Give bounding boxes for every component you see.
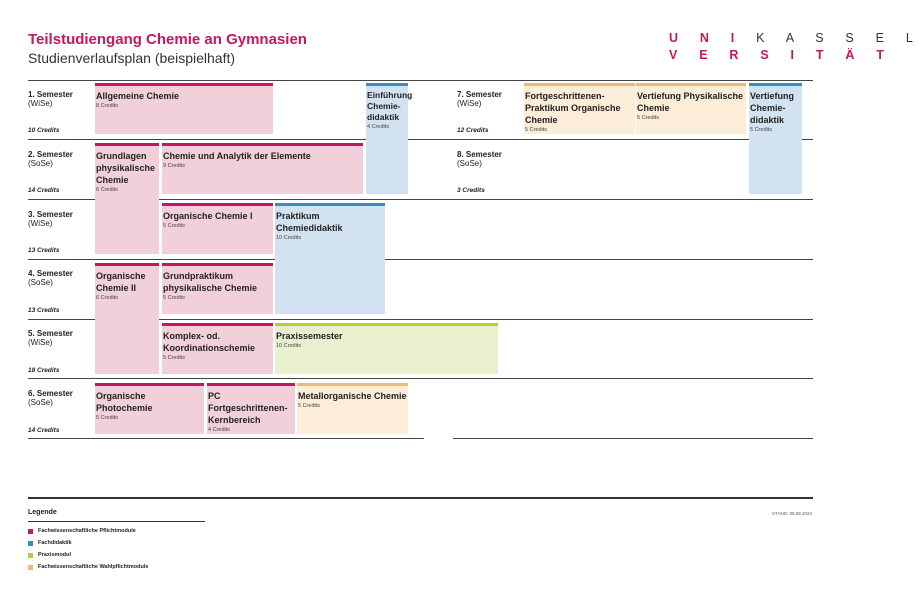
module-title: Komplex- od. Koordinationschemie bbox=[163, 331, 256, 353]
module-title: Vertiefung Physikalische Chemie bbox=[637, 91, 744, 113]
module-organische-photochemie bbox=[95, 383, 204, 434]
module-pc-fortgeschrittenen-kernbereich bbox=[207, 383, 295, 434]
legend-label: Fachwissenschaftliche Pflichtmodule bbox=[38, 528, 136, 534]
logo-uni: U N I bbox=[669, 31, 744, 45]
legend-item-didaktik bbox=[28, 539, 72, 547]
module-title: Grundlagen physikalische Chemie bbox=[96, 151, 156, 185]
grid-line bbox=[453, 438, 813, 439]
module-fortgeschrittenen-praktikum-oc bbox=[524, 83, 635, 134]
module-title: Praxissemester bbox=[276, 331, 343, 341]
module-credits: 5 Credits bbox=[96, 415, 119, 421]
module-credits: 6 Credits bbox=[96, 187, 119, 193]
legend-label: Praxismodul bbox=[38, 552, 72, 558]
page-subtitle: Studienverlaufsplan (beispielhaft) bbox=[28, 50, 236, 66]
semester-name: 5. Semester bbox=[28, 329, 73, 338]
semester-name: 7. Semester bbox=[457, 90, 502, 99]
semester-credits: 14 Credits bbox=[28, 187, 60, 194]
module-title: Einführung Chemie-didaktik bbox=[367, 90, 413, 122]
module-title: PC Fortgeschrittenen-Kernbereich bbox=[208, 391, 288, 425]
module-credits: 4 Credits bbox=[208, 427, 231, 433]
module-credits: 5 Credits bbox=[637, 115, 660, 121]
module-title: Metallorganische Chemie bbox=[298, 391, 407, 401]
document-date: STAND: 08.08.2024 bbox=[772, 511, 812, 516]
module-credits: 9 Credits bbox=[163, 163, 186, 169]
module-title: Vertiefung Chemie-didaktik bbox=[750, 91, 795, 125]
semester-name: 3. Semester bbox=[28, 210, 73, 219]
semester-name: 2. Semester bbox=[28, 150, 73, 159]
module-komplex-koordinationschemie bbox=[162, 323, 273, 374]
semester-name: 1. Semester bbox=[28, 90, 73, 99]
semester-type: (WiSe) bbox=[457, 99, 482, 108]
module-credits: 5 Credits bbox=[298, 403, 321, 409]
legend-swatch bbox=[28, 553, 33, 558]
legend-swatch bbox=[28, 565, 33, 570]
legend-swatch bbox=[28, 529, 33, 534]
semester-name: 4. Semester bbox=[28, 269, 73, 278]
grid-line bbox=[28, 139, 813, 140]
module-credits: 5 Credits bbox=[163, 355, 186, 361]
module-credits: 5 Credits bbox=[163, 223, 186, 229]
module-credits: 10 Credits bbox=[276, 343, 302, 349]
module-title: Organische Photochemie bbox=[96, 391, 153, 413]
module-grundlagen-physikalische-chemie bbox=[95, 143, 159, 254]
legend-label: Fachdidaktik bbox=[38, 540, 72, 546]
logo-kassel: K A S S E L bbox=[756, 31, 922, 45]
legend-item-wahl bbox=[28, 563, 148, 571]
module-credits: 5 Credits bbox=[750, 127, 773, 133]
page-title: Teilstudiengang Chemie an Gymnasien bbox=[28, 31, 307, 48]
legend-title: Legende bbox=[28, 509, 57, 516]
module-allgemeine-chemie bbox=[95, 83, 273, 134]
semester-credits: 12 Credits bbox=[457, 127, 489, 134]
module-einfuehrung-chemiedidaktik bbox=[366, 83, 413, 194]
module-credits: 6 Credits bbox=[96, 295, 119, 301]
module-title: Grundpraktikum physikalische Chemie bbox=[163, 271, 258, 293]
legend-divider bbox=[28, 521, 205, 522]
semester-name: 8. Semester bbox=[457, 150, 502, 159]
semester-type: (SoSe) bbox=[28, 278, 53, 287]
grid-line bbox=[28, 438, 424, 439]
module-title: Fortgeschrittenen-Praktikum Organische Chemie bbox=[525, 91, 621, 125]
module-title: Organische Chemie I bbox=[163, 211, 253, 221]
semester-type: (SoSe) bbox=[457, 159, 482, 168]
semester-credits: 13 Credits bbox=[28, 307, 60, 314]
module-credits: 5 Credits bbox=[163, 295, 186, 301]
module-organische-chemie-1 bbox=[162, 203, 273, 254]
logo-versitaet: V E R S I T Ä T bbox=[669, 48, 894, 62]
module-title: Organische Chemie II bbox=[96, 271, 146, 293]
module-credits: 4 Credits bbox=[367, 124, 390, 130]
module-praxissemester bbox=[275, 323, 498, 374]
module-title: Allgemeine Chemie bbox=[96, 91, 180, 101]
module-vertiefung-chemiedidaktik bbox=[749, 83, 802, 194]
module-credits: 5 Credits bbox=[525, 127, 548, 133]
legend-label: Fachwissenschaftliche Wahlpflichtmodule bbox=[38, 564, 149, 570]
footer-divider bbox=[28, 497, 813, 499]
semester-type: (WiSe) bbox=[28, 338, 53, 347]
grid-line bbox=[28, 259, 813, 260]
semester-type: (SoSe) bbox=[28, 159, 53, 168]
legend-item-praxis bbox=[28, 551, 71, 559]
module-title: Praktikum Chemiedidaktik bbox=[276, 211, 343, 233]
semester-type: (WiSe) bbox=[28, 219, 53, 228]
module-credits: 8 Credits bbox=[96, 103, 119, 109]
grid-line bbox=[28, 378, 813, 379]
module-credits: 10 Credits bbox=[276, 235, 302, 241]
grid-line-top bbox=[28, 80, 813, 81]
module-metallorganische-chemie bbox=[297, 383, 408, 434]
semester-credits: 10 Credits bbox=[28, 127, 60, 134]
semester-name: 6. Semester bbox=[28, 389, 73, 398]
module-organische-chemie-2 bbox=[95, 263, 159, 374]
semester-credits: 13 Credits bbox=[28, 247, 60, 254]
legend-item-pflicht bbox=[28, 527, 136, 535]
module-grundpraktikum-physikalische-chemie bbox=[162, 263, 273, 314]
semester-type: (SoSe) bbox=[28, 398, 53, 407]
module-vertiefung-physikalische-chemie bbox=[636, 83, 746, 134]
module-title: Chemie und Analytik der Elemente bbox=[163, 151, 311, 161]
semester-credits: 14 Credits bbox=[28, 427, 60, 434]
semester-credits: 18 Credits bbox=[28, 367, 60, 374]
module-praktikum-chemiedidaktik bbox=[275, 203, 385, 314]
module-chemie-analytik bbox=[162, 143, 363, 194]
semester-credits: 3 Credits bbox=[457, 187, 485, 194]
legend-swatch bbox=[28, 541, 33, 546]
semester-type: (WiSe) bbox=[28, 99, 53, 108]
